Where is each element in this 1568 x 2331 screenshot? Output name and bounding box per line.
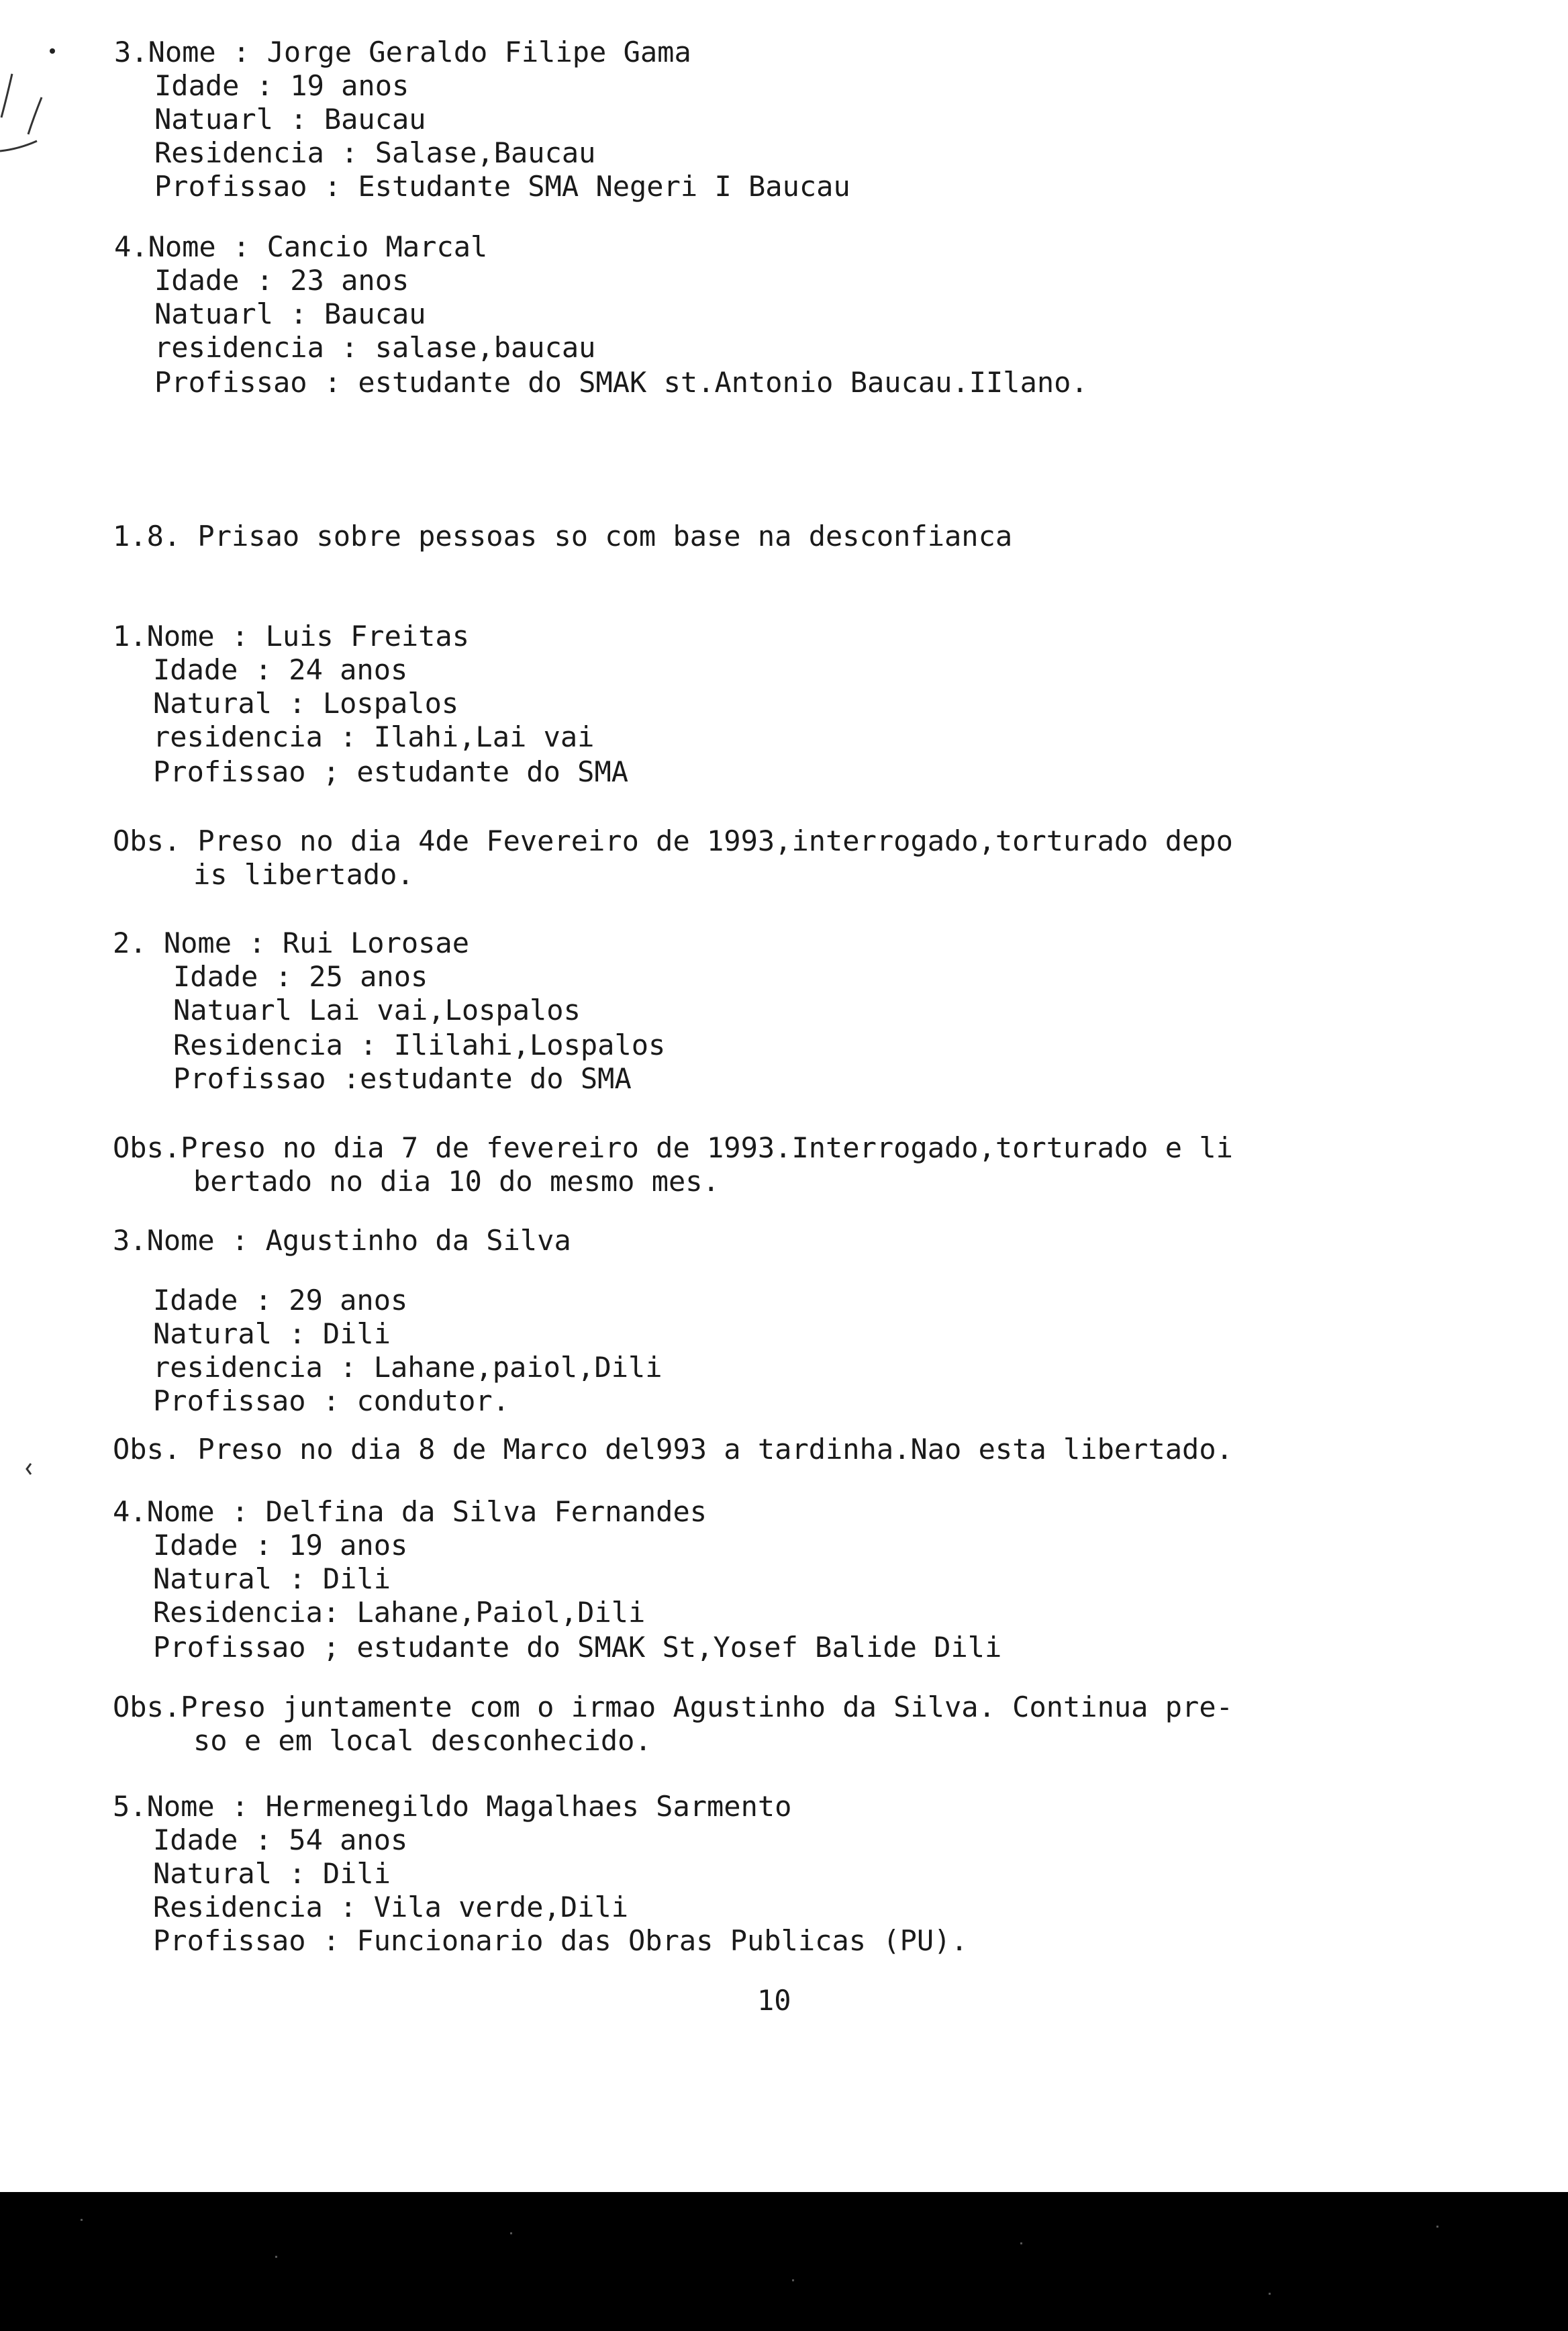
- person-2-birthplace: Natuarl Lai vai,Lospalos: [173, 994, 581, 1027]
- person-2-observation-cont: bertado no dia 10 do mesmo mes.: [193, 1165, 720, 1198]
- person-5-birthplace: Natural : Dili: [153, 1857, 391, 1890]
- person-4-birthplace: Natural : Dili: [153, 1562, 391, 1595]
- margin-tick-mark: [24, 1462, 34, 1476]
- person-2-observation: Obs.Preso no dia 7 de fevereiro de 1993.Interrogado,torturado e li: [113, 1131, 1233, 1164]
- person-3-age: Idade : 29 anos: [153, 1284, 408, 1317]
- person-2-profession: Profissao :estudante do SMA: [173, 1062, 632, 1095]
- entry-3-name: 3.Nome : Jorge Geraldo Filipe Gama: [114, 36, 691, 68]
- person-4-observation-cont: so e em local desconhecido.: [193, 1724, 652, 1757]
- person-1-age: Idade : 24 anos: [153, 653, 408, 686]
- person-3-observation: Obs. Preso no dia 8 de Marco del993 a tardinha.Nao esta libertado.: [113, 1433, 1233, 1466]
- person-1-residence: residencia : Ilahi,Lai vai: [153, 720, 595, 753]
- person-1-birthplace: Natural : Lospalos: [153, 687, 459, 720]
- person-1-observation: Obs. Preso no dia 4de Fevereiro de 1993,interrogado,torturado depo: [113, 824, 1233, 857]
- entry-4-name: 4.Nome : Cancio Marcal: [114, 230, 488, 263]
- handwritten-margin-mark: [0, 40, 60, 161]
- entry-3-profession: Profissao : Estudante SMA Negeri I Baucau: [154, 170, 850, 203]
- person-2-residence: Residencia : Ililahi,Lospalos: [173, 1029, 666, 1061]
- entry-4-age: Idade : 23 anos: [154, 264, 409, 297]
- person-4-residence: Residencia: Lahane,Paiol,Dili: [153, 1596, 646, 1629]
- person-3-profession: Profissao : condutor.: [153, 1384, 510, 1417]
- page-number: 10: [757, 1984, 791, 2017]
- section-heading: 1.8. Prisao sobre pessoas so com base na desconfianca: [113, 520, 1013, 553]
- person-1-name: 1.Nome : Luis Freitas: [113, 620, 470, 653]
- person-4-profession: Profissao ; estudante do SMAK St,Yosef Balide Dili: [153, 1631, 1002, 1664]
- person-1-profession: Profissao ; estudante do SMA: [153, 755, 629, 788]
- person-5-residence: Residencia : Vila verde,Dili: [153, 1891, 629, 1923]
- person-4-age: Idade : 19 anos: [153, 1529, 408, 1562]
- person-5-age: Idade : 54 anos: [153, 1823, 408, 1856]
- person-2-name: 2. Nome : Rui Lorosae: [113, 926, 470, 959]
- person-1-observation-cont: is libertado.: [193, 858, 414, 891]
- person-5-profession: Profissao : Funcionario das Obras Publicas (PU).: [153, 1924, 968, 1957]
- entry-4-birthplace: Natuarl : Baucau: [154, 297, 426, 330]
- entry-3-age: Idade : 19 anos: [154, 69, 409, 102]
- person-4-observation: Obs.Preso juntamente com o irmao Agustinho da Silva. Continua pre-: [113, 1691, 1233, 1723]
- person-4-name: 4.Nome : Delfina da Silva Fernandes: [113, 1495, 707, 1528]
- person-2-age: Idade : 25 anos: [173, 960, 428, 993]
- scan-edge-bar: [0, 2192, 1568, 2331]
- person-3-residence: residencia : Lahane,paiol,Dili: [153, 1351, 663, 1384]
- entry-4-profession: Profissao : estudante do SMAK st.Antonio Baucau.IIlano.: [154, 366, 1088, 399]
- entry-3-residence: Residencia : Salase,Baucau: [154, 136, 596, 169]
- entry-4-residence: residencia : salase,baucau: [154, 331, 596, 364]
- person-3-name: 3.Nome : Agustinho da Silva: [113, 1224, 571, 1257]
- person-3-birthplace: Natural : Dili: [153, 1317, 391, 1350]
- entry-3-birthplace: Natuarl : Baucau: [154, 103, 426, 136]
- person-5-name: 5.Nome : Hermenegildo Magalhaes Sarmento: [113, 1790, 792, 1823]
